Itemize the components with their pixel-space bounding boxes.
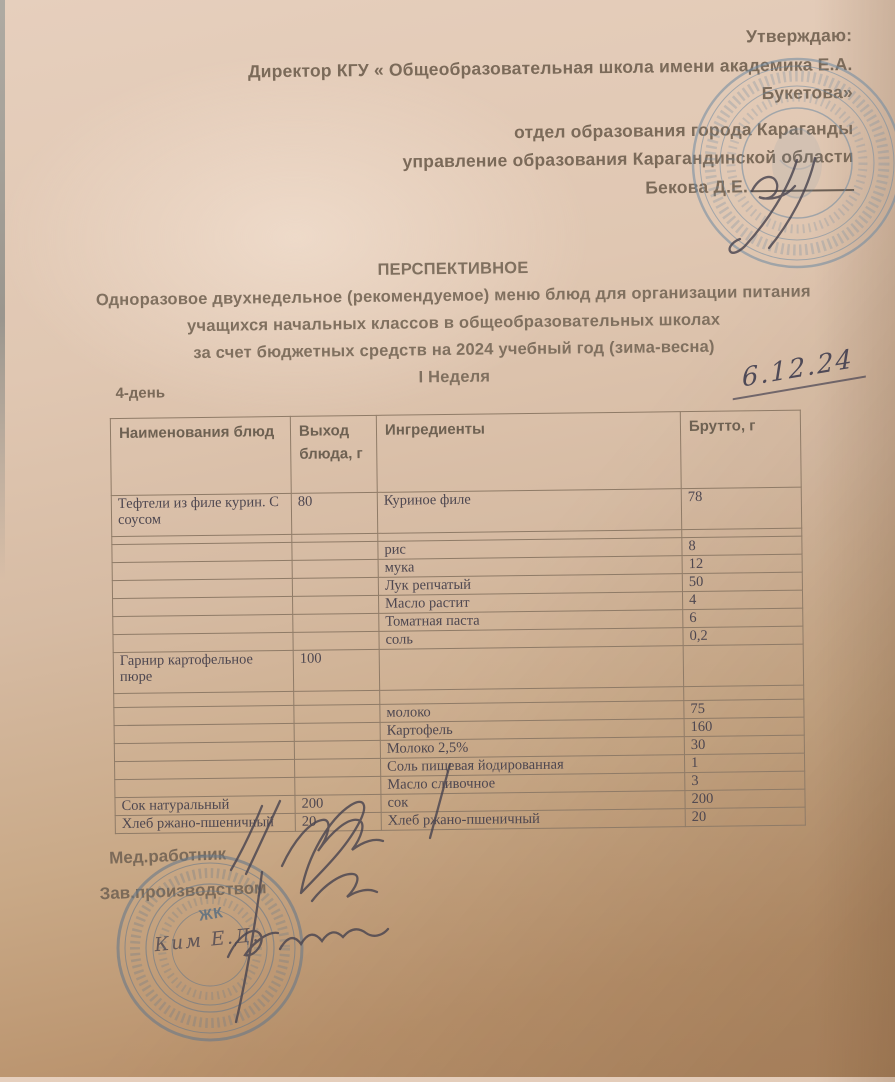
table-cell — [295, 776, 381, 795]
stamp-signed-name: Ким Е.Д. — [153, 923, 262, 957]
table-cell — [292, 541, 378, 560]
table-cell — [379, 646, 683, 691]
signature-line — [750, 175, 854, 192]
table-cell: сок — [381, 791, 685, 813]
table-cell: 12 — [682, 554, 802, 573]
table-cell — [294, 722, 380, 741]
table-cell: Куриное филе — [377, 489, 681, 534]
table-cell: Масло сливочное — [381, 773, 685, 795]
table-cell: Соль пищевая йодированная — [380, 755, 684, 777]
table-cell — [683, 644, 803, 686]
table-cell — [114, 705, 294, 725]
table-cell: 8 — [682, 536, 802, 555]
table-cell: Тефтели из филе курин. С соусом — [111, 493, 291, 536]
table-cell — [684, 685, 804, 700]
table-cell — [114, 723, 294, 743]
doc-heading: ПЕРСПЕКТИВНОЕ — [377, 258, 529, 279]
table-cell: мука — [378, 556, 682, 578]
table-cell: 200 — [685, 789, 805, 808]
col-header-ingredients: Ингредиенты — [376, 412, 681, 493]
table-cell — [293, 595, 379, 614]
med-worker-label: Мед.работник — [108, 844, 227, 868]
day-label: 4-день — [115, 384, 166, 403]
table-cell: Хлеб ржано-пшеничный — [115, 813, 295, 833]
table-cell — [112, 542, 292, 562]
table-cell: Гарнир картофельное пюре — [113, 650, 293, 693]
table-cell: 200 — [295, 794, 381, 813]
approval-block — [132, 21, 854, 208]
table-cell — [293, 631, 379, 650]
table-cell — [113, 596, 293, 616]
table-cell: Картофель — [380, 719, 684, 741]
table-cell — [292, 559, 378, 578]
table-cell: Сок натуральный — [115, 795, 295, 815]
table-cell — [294, 690, 380, 705]
table-cell: 50 — [682, 572, 802, 591]
col-header-dish: Наименования блюд — [110, 416, 291, 495]
week-label: I Неделя — [418, 367, 491, 387]
table-cell: Томатная паста — [379, 610, 683, 632]
doc-subtitle-3: за счет бюджетных средств на 2024 учебный год (зима-весна) — [193, 337, 715, 363]
director-line: Директор КГУ « Общеобразовательная школа имени академика Е.А. — [247, 53, 853, 81]
table-cell — [115, 777, 295, 797]
table-cell: 30 — [684, 735, 804, 754]
stamp-center-code: ЖК — [197, 904, 225, 925]
table-cell — [112, 578, 292, 598]
table-cell: 160 — [684, 717, 804, 736]
production-manager-label: Зав.производством — [99, 878, 267, 904]
table-cell: 80 — [291, 492, 377, 534]
approver-name: Бекова Д.Е. — [645, 175, 749, 198]
board-line: управление образования Карагандинской области — [402, 146, 854, 172]
menu-table-body — [111, 487, 805, 833]
table-cell — [112, 560, 292, 580]
menu-table — [110, 410, 806, 834]
table-cell — [294, 740, 380, 759]
table-cell: рис — [378, 538, 682, 560]
doc-subtitle-2: учащихся начальных классов в общеобразовательных школах — [187, 310, 721, 336]
table-cell: Масло растит — [379, 592, 683, 614]
table-cell: 100 — [293, 649, 379, 691]
table-cell — [295, 758, 381, 777]
table-cell: 4 — [682, 590, 802, 609]
table-cell — [113, 632, 293, 652]
table-cell — [114, 741, 294, 761]
col-header-output: Выход блюда, г — [290, 415, 377, 493]
header-row — [110, 410, 801, 495]
dept-line: отдел образования города Караганды — [513, 117, 854, 142]
table-cell: 6 — [683, 608, 803, 627]
handwritten-date: 6.12.24 — [731, 342, 865, 400]
table-cell — [294, 704, 380, 723]
table-cell: Молоко 2,5% — [380, 737, 684, 759]
table-cell: 20 — [685, 807, 805, 826]
table-cell: 1 — [684, 753, 804, 772]
table-cell — [292, 577, 378, 596]
menu-table-head — [110, 410, 801, 495]
director-line2: Букетова» — [761, 82, 854, 104]
table-cell: Лук репчатый — [378, 574, 682, 596]
approve-label: Утверждаю: — [745, 25, 853, 47]
table-cell — [115, 759, 295, 779]
table-cell — [113, 614, 293, 634]
table-cell: 20 — [295, 812, 381, 831]
table-cell: 0,2 — [683, 626, 803, 645]
doc-subtitle-1: Одноразовое двухнедельное (рекомендуемое) меню блюд для организации питания — [95, 282, 811, 310]
table-cell: молоко — [380, 701, 684, 723]
table-cell: 78 — [681, 487, 801, 529]
table-cell: 75 — [684, 699, 804, 718]
table-cell: 3 — [685, 771, 805, 790]
col-header-gross: Брутто, г — [680, 410, 801, 488]
table-cell: Хлеб ржано-пшеничный — [381, 809, 685, 831]
table-cell — [293, 613, 379, 632]
table-cell: соль — [379, 628, 683, 650]
